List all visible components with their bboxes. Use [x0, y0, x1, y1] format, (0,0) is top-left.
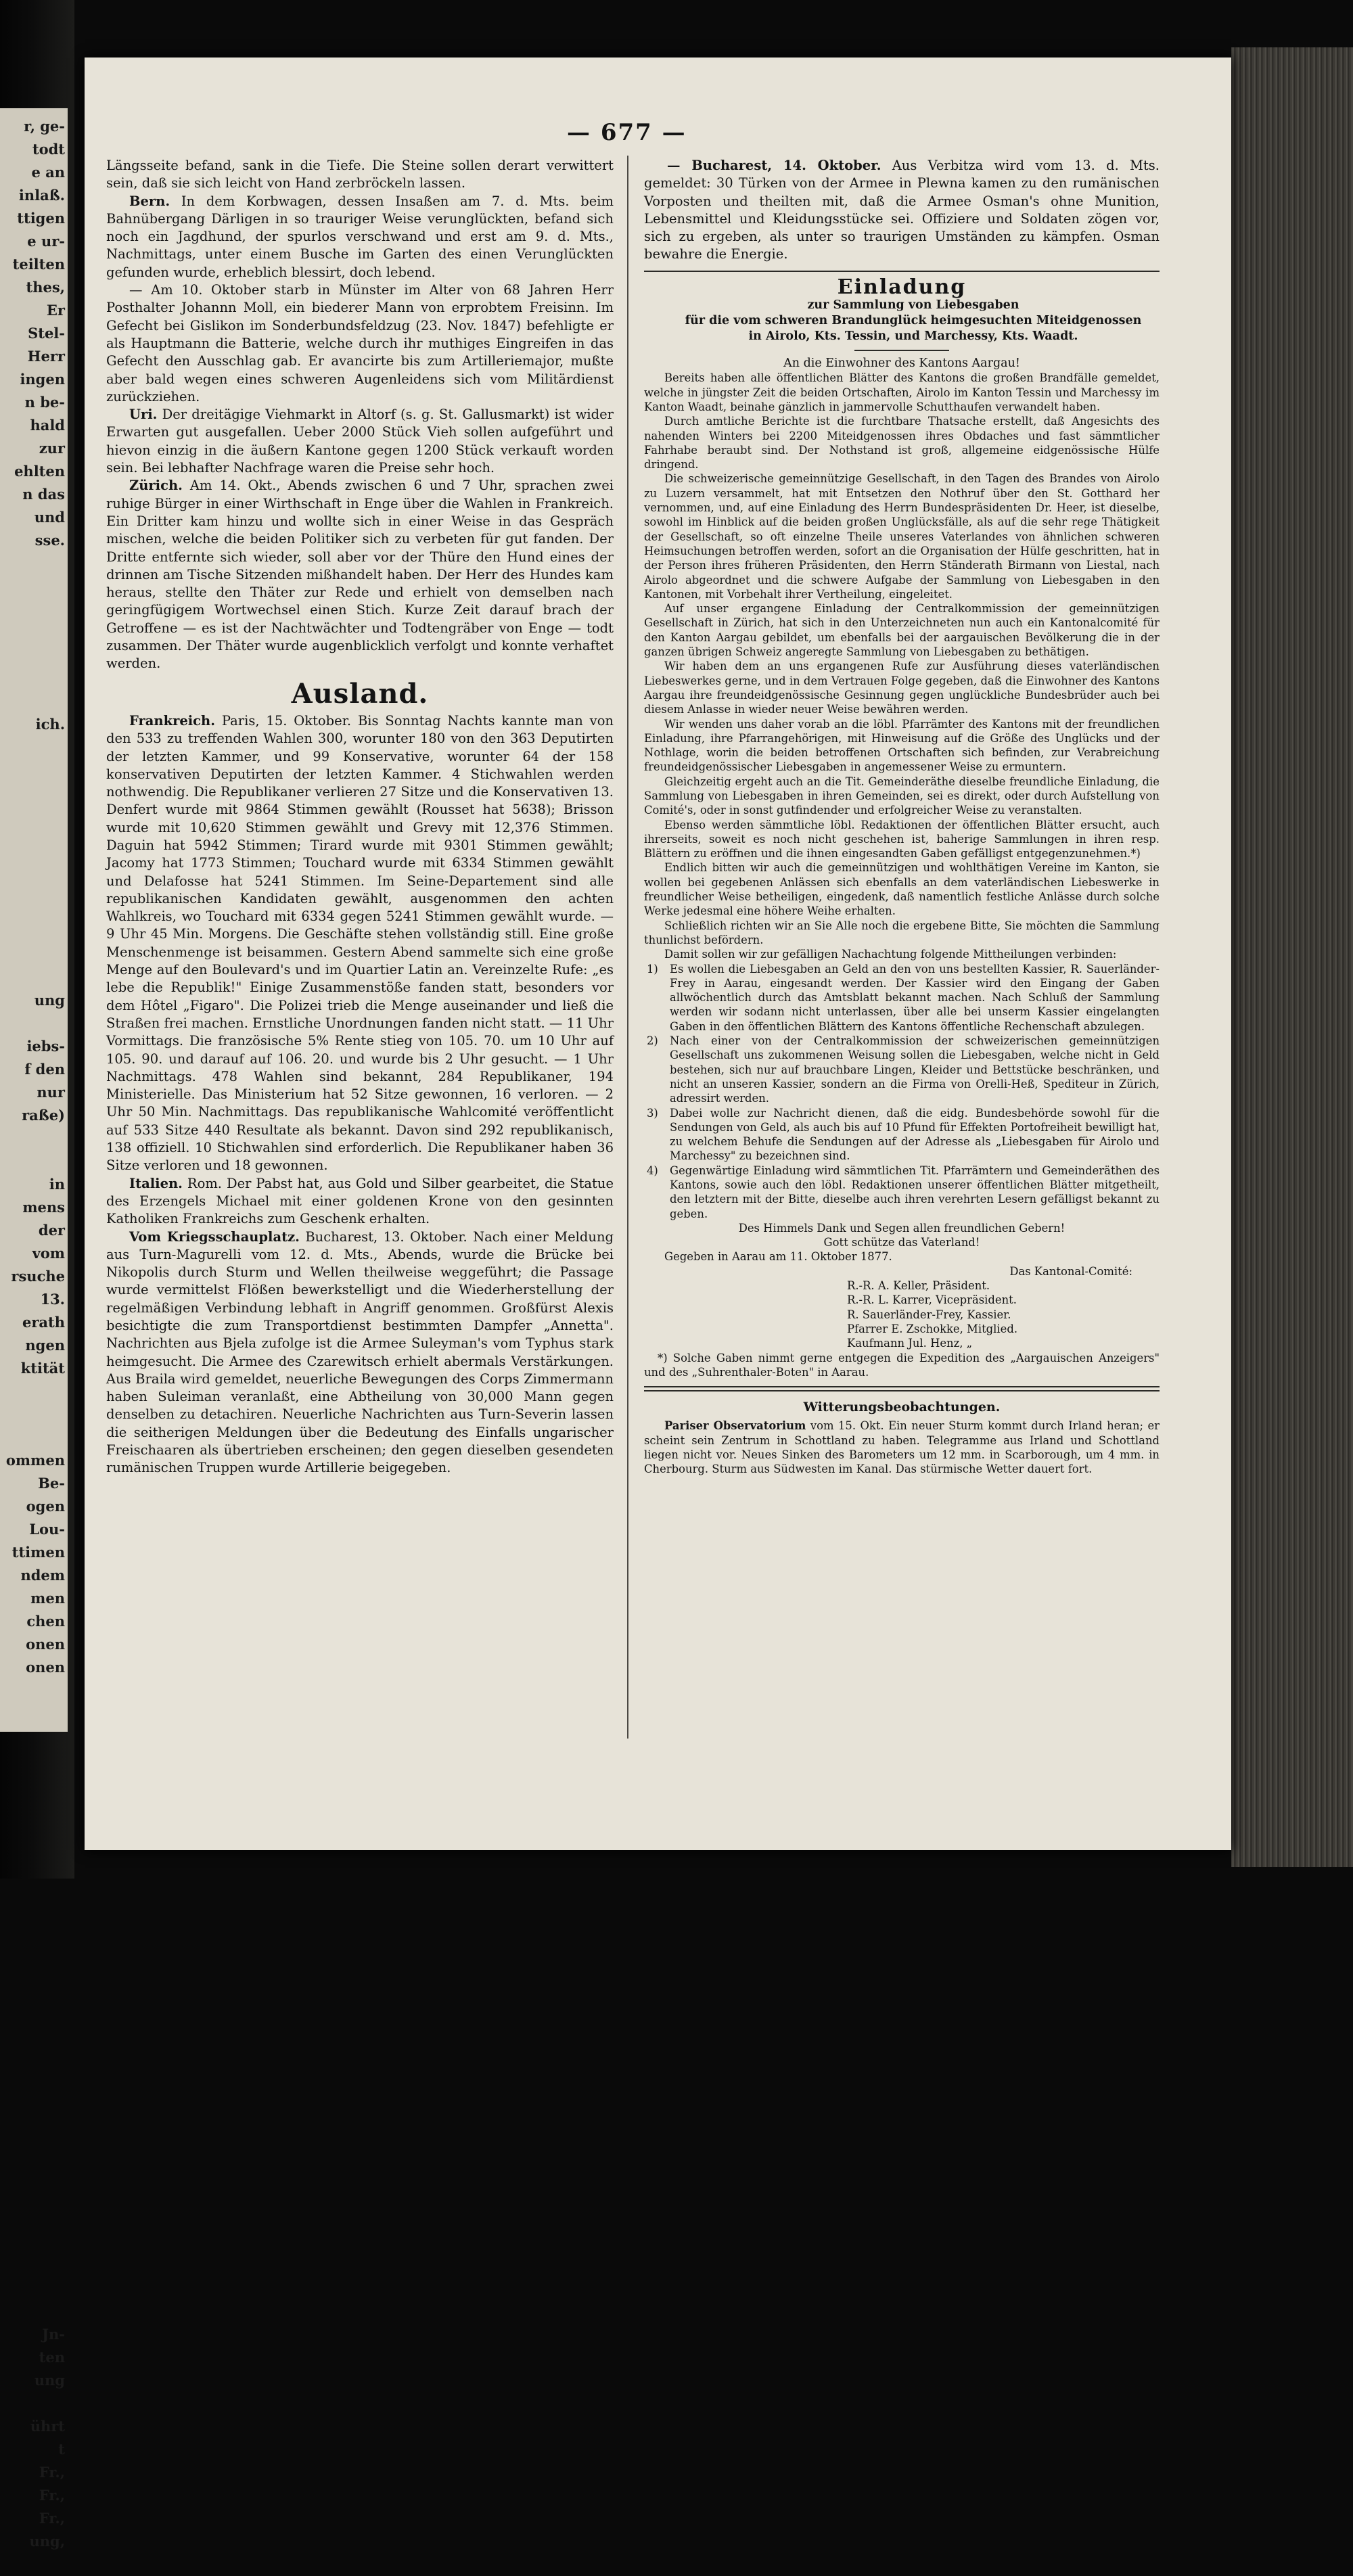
- margin-fragment: ogen: [26, 1498, 65, 1515]
- margin-fragment: [1, 1725, 65, 1748]
- notice-list-item: [644, 1106, 1160, 1164]
- notice-subtitle-3: in Airolo, Kts. Tessin, und Marchessy, Kts. Waadt.: [748, 329, 1078, 344]
- list-text: Gegenwärtige Einladung wird sämmtlichen Tit. Pfarrämtern und Gemeinderäthen des Kantons, sowie auch den löbl. Redaktionen unserer öffentlichen Blätter mitgetheilt, den letztern mit der Bitte, dieselbe auch ihren verehrten Lesern gefälligst bekannt zu geben.: [670, 1164, 1160, 1220]
- margin-fragment: [1, 1771, 65, 1794]
- short-rule: [854, 350, 949, 351]
- notice-list-item: [644, 1034, 1160, 1105]
- weather-body: [644, 1419, 1160, 1476]
- margin-fragment: n das: [22, 486, 65, 503]
- margin-fragment: n be-: [24, 394, 65, 411]
- article-lead: Italien.: [129, 1175, 183, 1191]
- weather-report: Pariser Observatorium vom 15. Okt. Ein neuer Sturm kommt durch Irland heran; er scheint sein Zentrum in Schottland zu haben. Telegramme aus Irland und Schottland liegen nicht vor. Neues Sinken des Barometers um 12 mm. in Scarborough, um 4 mm. in Cherbourg. Sturm aus Südwesten im Kanal. Das stürmische Wetter dauert fort.: [644, 1419, 1160, 1476]
- margin-fragment: [1, 2116, 65, 2139]
- article-paragraph: [106, 1175, 614, 1228]
- margin-fragment: [1, 1748, 65, 1771]
- committee-signature: Pfarrer E. Zschokke, Mitglied.: [847, 1322, 1018, 1335]
- article-paragraph: [106, 157, 614, 193]
- margin-fragment: [1, 690, 65, 713]
- margin-fragment: Jn-: [42, 2326, 65, 2343]
- rule: [644, 271, 1160, 272]
- committee-signature: Kaufmann Jul. Henz, „: [847, 1337, 973, 1350]
- article-paragraph: [106, 712, 614, 1175]
- margin-fragment: [1, 575, 65, 598]
- margin-fragment: [1, 1403, 65, 1426]
- notice-paragraph: Durch amtliche Berichte ist die furchtbare Thatsache erstellt, daß Angesichts des nahenden Winters bei 2200 Miteidgenossen ihres Obdaches und fast sämmtlicher Fahrhabe beraubt sind. Der Nothstand ist groß, allgemeine eidgenössische Hülfe dringend.: [644, 415, 1160, 472]
- left-column: [106, 157, 614, 1753]
- margin-fragment: vom: [32, 1245, 65, 1262]
- margin-fragment: und: [34, 509, 65, 526]
- margin-fragment: ommen: [5, 1452, 65, 1469]
- article-text: — Am 10. Oktober starb in Münster im Alter von 68 Jahren Herr Posthalter Johannn Moll, ein biederer Mann von erprobtem Freisinn. Im Gefecht bei Gislikon im Sonderbundsfeldzug (23. Nov. 1847) befehligte er als Hauptmann die Batterie, welche durch ihr muthiges Eingreifen in das Gefecht den Ausschlag gab. Er avancirte bis zum Artilleriemajor, mußte aber bald wegen eines schweren Augenleidens sich vom Militärdienst zurückziehen.: [106, 282, 614, 405]
- margin-fragment: [1, 1863, 65, 1886]
- margin-fragment: sse.: [35, 532, 65, 549]
- margin-fragment: [1, 598, 65, 621]
- margin-fragment: [1, 1794, 65, 1817]
- margin-fragment: f den: [24, 1061, 65, 1078]
- margin-fragment: [1, 1127, 65, 1150]
- article-text: Der dreitägige Viehmarkt in Altorf (s. g. St. Gallusmarkt) ist wider Erwarten gut ausgefallen. Ueber 2000 Stück Vieh sollen aufgeführt und hievon einzig in die äußern Kantone gegen 1200 Stück verkauft worden sein. Bei lebhafter Nachfrage waren die Preise sehr hoch.: [106, 407, 614, 476]
- margin-fragment: chen: [26, 1613, 65, 1630]
- section-heading-ausland: Ausland.: [291, 677, 429, 710]
- article-lead: Frankreich.: [129, 712, 216, 729]
- article-paragraph: [106, 281, 614, 406]
- article-paragraph: [106, 193, 614, 281]
- margin-fragment: ngen: [25, 1337, 65, 1354]
- rule: [644, 1386, 1160, 1387]
- margin-fragment: teilten: [12, 256, 65, 273]
- margin-fragment: ung: [34, 992, 65, 1009]
- notice-closing-2: Gott schütze das Vaterland!: [823, 1236, 980, 1249]
- notice-paragraph: Damit sollen wir zur gefälligen Nachachtung folgende Mittheilungen verbinden:: [664, 948, 1117, 961]
- article-text: Am 14. Okt., Abends zwischen 6 und 7 Uhr, sprachen zwei ruhige Bürger in einer Wirthschaft in Enge über die Wahlen in Frankreich. Ein Dritter kam hinzu und wollte sich in einer Weise in das Gespräch mischen, welche die beiden Politiker sich zu verbeten für gut fanden. Der Dritte entfernte sich wieder, soll aber vor der Thüre den Hund eines der drinnen am Tische Sitzenden mißhandelt haben. Der Herr des Hundes kam heraus, stellte den Thäter zur Rede und erhielt von demselben nach geringfügigem Wortwechsel einen Stich. Kurze Zeit darauf brach der Getroffene — es ist der Nachtwächter und Todtengräber von Enge — todt zusammen. Der Thäter wurde augenblicklich verfolgt und konnte verhaftet werden.: [106, 478, 614, 672]
- notice-list-item: [644, 962, 1160, 1034]
- committee-heading: Das Kantonal-Comité:: [1009, 1264, 1132, 1278]
- notice-subtitle-2: für die vom schweren Brandunglück heimgesuchten Miteidgenossen: [685, 314, 1142, 328]
- margin-fragment: onen: [26, 1636, 65, 1653]
- notice-paragraph: Bereits haben alle öffentlichen Blätter des Kantons die großen Brandfälle gemeldet, welche in jüngster Zeit die beiden Ortschaften, Airolo im Kanton Tessin und Marchessy im Kanton Waadt, beinahe gänzlich in jammervolle Schutthaufen verwandelt haben.: [644, 371, 1160, 413]
- margin-fragment: hald: [30, 417, 65, 434]
- margin-fragment: ttigen: [17, 210, 65, 227]
- margin-fragment: Er: [46, 302, 65, 319]
- margin-fragment: thes,: [26, 279, 65, 296]
- list-number: 3): [647, 1106, 658, 1120]
- article-lead: Bern.: [129, 193, 170, 209]
- margin-fragment: [1, 1978, 65, 2001]
- notice-paragraph: Ebenso werden sämmtliche löbl. Redaktionen der öffentlichen Blätter ersucht, auch ihrerseits, soweit es noch nicht geschehen ist, baherige Sammlungen in ihren resp. Blättern zu eröffnen und die ihnen eingesandten Gaben gefälligst entgegenzunehmen.*): [644, 818, 1160, 860]
- notice-subtitle-1: zur Sammlung von Liebesgaben: [807, 298, 1019, 313]
- committee-signature: R. Sauerländer-Frey, Kassier.: [847, 1308, 1011, 1321]
- margin-fragment: [1, 874, 65, 897]
- adjacent-page-edge: [0, 0, 74, 2550]
- margin-fragment: in: [49, 1176, 65, 1193]
- margin-fragment: ttimen: [12, 1544, 65, 1561]
- list-text: Dabei wolle zur Nachricht dienen, daß die eidg. Bundesbehörde sowohl für die Sendungen von Geld, als auch bis auf 10 Pfund für Effekten Portofreiheit bewilligt hat, zu welchem Behufe die Sendungen auf der Adresse als „Liebesgaben für Airolo und Marchessy" zu bezeichnen sind.: [670, 1106, 1160, 1163]
- notice-closing-1: Des Himmels Dank und Segen allen freundlichen Gebern!: [738, 1221, 1065, 1235]
- margin-fragment: todt: [32, 141, 65, 158]
- margin-fragment: [1, 943, 65, 966]
- margin-fragment: [1, 1932, 65, 1955]
- margin-fragment: [1, 2024, 65, 2047]
- margin-fragment: r, ge-: [24, 118, 65, 135]
- margin-fragment: Herr: [27, 348, 65, 365]
- notice-footnote: *) Solche Gaben nimmt gerne entgegen die Expedition des „Aargauischen Anzeigers" und des „Suhrenthaler-Boten" in Aarau.: [644, 1351, 1160, 1379]
- margin-fragment: Lou-: [29, 1521, 65, 1538]
- article-paragraph: [106, 406, 614, 477]
- margin-fragment: Fr.,: [39, 2510, 65, 2527]
- list-number: 1): [647, 962, 658, 975]
- margin-fragment: Fr.,: [39, 2487, 65, 2504]
- page-number: — 677 —: [567, 119, 687, 146]
- committee-signature: R.-R. L. Karrer, Vicepräsident.: [847, 1293, 1017, 1307]
- margin-fragment: [1, 1817, 65, 1840]
- notice-date-line: Gegeben in Aarau am 11. Oktober 1877.: [664, 1250, 892, 1264]
- margin-fragment: ung: [34, 2372, 65, 2389]
- margin-fragment: [1, 2231, 65, 2254]
- margin-fragment: t: [58, 2441, 65, 2458]
- article-paragraph: [106, 1228, 614, 1477]
- margin-fragment: mens: [22, 1199, 65, 1216]
- article-bucharest-14: — Bucharest, 14. Oktober. Aus Verbitza wird vom 13. d. Mts. gemeldet: 30 Türken von der Armee in Plewna kamen zu den rumänischen Vorposten und theilten mit, daß die Armee Osman's ohne Munition, Lebensmittel und Kleidungsstücke sei. Offiziere und Soldaten zögen vor, sich zu ergeben, als unter so traurigen Umständen zu kämpfen. Osman bewahre die Energie.: [644, 158, 1160, 262]
- margin-fragment: [1, 2553, 65, 2576]
- list-text: Nach einer von der Centralkommission der schweizerischen gemeinnützigen Gesellschaft uns zukommenen Weisung sollen die Liebesgaben, welche nicht in Geld bestehen, sich nur auf brauchbare Lingen, Kleider und Bettstücke beschränken, und nicht an unseren Kassier, sondern an die Firma von Orelli-Heß, Spediteur in Zürich, adressirt werden.: [670, 1034, 1160, 1105]
- margin-fragment: [1, 805, 65, 828]
- margin-fragment: [1, 2254, 65, 2277]
- margin-fragment: [1, 2162, 65, 2185]
- book-page-edges: [1231, 47, 1353, 1867]
- article-lead: Zürich.: [129, 478, 183, 494]
- notice-body: [644, 356, 1160, 1379]
- margin-fragment: ich.: [35, 716, 65, 733]
- margin-fragment: 13.: [40, 1291, 65, 1308]
- margin-fragment: [1, 552, 65, 575]
- margin-fragment: ktität: [20, 1360, 65, 1377]
- margin-fragment: [1, 1380, 65, 1403]
- margin-fragment: der: [38, 1222, 65, 1239]
- margin-fragment: nur: [37, 1084, 65, 1101]
- notice-paragraph: Schließlich richten wir an Sie Alle noch die ergebene Bitte, Sie möchten die Sammlung thunlichst befördern.: [644, 919, 1160, 946]
- margin-fragment: [1, 2139, 65, 2162]
- margin-fragment: [1, 782, 65, 805]
- article-text: Bucharest, 13. Oktober. Nach einer Meldung aus Turn-Magurelli vom 12. d. Mts., Abends, wurde die Brücke bei Nikopolis durch Sturm und Wellen theilweise weggeführt; die Passage wurde vermittelst Flößen bewerkstelligt und die Wiederherstellung der regelmäßigen Verbindung lebhaft in Angriff genommen. Großfürst Alexis besichtigte die zum Transportdienst bestimmten Dampfer „Annetta". Nachrichten aus Bjela zufolge ist die Armee Suleyman's vom Typhus stark heimgesucht. Die Armee des Czarewitsch erhielt abermals Verstärkungen. Aus Braila wird gemeldet, neuerliche Bewegungen des Corps Zimmermann haben Suleiman veranlaßt, eine Abtheilung von 30,000 Mann gegen denselben zu detachiren. Neuerliche Nachrichten aus Turn-Severin lassen die seitherigen Meldungen über die Bedeutung des Einfalls ungarischer Freischaaren als übertrieben erscheinen; den gegen dieselben gesendeten rumänischen Truppen wurde Artillerie beigegeben.: [106, 1228, 614, 1476]
- notice-paragraph: Gleichzeitig ergeht auch an die Tit. Gemeinderäthe dieselbe freundliche Einladung, die Sammlung von Liebesgaben in ihren Gemeinden, sei es direkt, oder durch Aufstellung von Comité's, oder in sonst gutfindender und erfolgreicher Weise zu veranstalten.: [644, 775, 1160, 817]
- margin-fragment: onen: [26, 1659, 65, 1676]
- article-lead: Uri.: [129, 407, 158, 423]
- margin-fragment: [1, 1012, 65, 1035]
- notice-paragraph: Endlich bitten wir auch die gemeinnützigen und wohlthätigen Vereine im Kanton, sie wollen bei gegebenen Anlässen sich ebenfalls an dem vaterländischen Liebeswerke in freundlicher Weise betheiligen, eingedenk, daß namentlich festliche Anlässe durch solche Werke jedesmal eine höhere Weihe erhalten.: [644, 861, 1160, 918]
- margin-fragment: Fr.,: [39, 2464, 65, 2481]
- margin-fragment: ung,: [29, 2533, 65, 2550]
- margin-fragment: ehlten: [14, 463, 65, 480]
- notice-list-item: [644, 1164, 1160, 1221]
- margin-fragment: men: [30, 1590, 65, 1607]
- margin-fragment: [1, 2001, 65, 2024]
- margin-fragment: [1, 621, 65, 644]
- margin-fragment: erath: [22, 1314, 65, 1331]
- list-text: Es wollen die Liebesgaben an Geld an den von uns bestellten Kassier, R. Sauerländer-Frey in Aarau, eingesandt werden. Der Kassier wird den Eingang der Gaben allwöchentlich durch das Amtsblatt bekannt machen. Nach Schluß der Sammlung werden wir sodann nicht unterlassen, über alle bei unserm Kassier eingelangten Gaben in den öffentlichen Blättern des Kantons öffentliche Rechenschaft abzulegen.: [670, 962, 1160, 1033]
- margin-fragment: [1, 897, 65, 920]
- committee-signatures: [644, 1279, 1160, 1350]
- column-divider: [627, 156, 628, 1739]
- margin-fragment: [1, 2047, 65, 2070]
- margin-fragment: [1, 2208, 65, 2231]
- article-paragraph: [106, 477, 614, 672]
- margin-fragment: e ur-: [27, 233, 65, 250]
- weather-title: Witterungsbeobachtungen.: [803, 1400, 1001, 1415]
- notice-paragraph: Die schweizerische gemeinnützige Gesellschaft, in den Tagen des Brandes von Airolo zu Luzern versammelt, hat mit Entsetzen den Nothruf über den St. Gotthard her vernommen, und, auf eine Einladung des Herrn Bundespräsidenten Dr. Heer, ist dieselbe, sowohl im Hinblick auf die beiden großen Unglücksfälle, als auf die sehr rege Thätigkeit der Gesellschaft, so oft einzelne Theile unseres Vaterlandes von ähnlichen schweren Heimsuchungen betroffen werden, sofort an die Organisation der Hülfe geschritten, hat in der Person ihres früheren Präsidenten, den Herrn Ständerath Birmann von Liestal, nach Airolo abgeordnet und die schwere Aufgabe der Sammlung von Liebesgaben in den Kantonen, mit Vorbehalt ihrer Vertheilung, eingeleitet.: [644, 472, 1160, 601]
- rule: [644, 1390, 1160, 1392]
- margin-fragment: [1, 1426, 65, 1449]
- margin-fragment: ingen: [20, 371, 65, 388]
- margin-fragment: [1, 851, 65, 874]
- margin-fragment: [1, 1886, 65, 1909]
- adjacent-page-text-fragments: [1, 115, 65, 2550]
- margin-fragment: [1, 1150, 65, 1173]
- margin-fragment: [1, 1702, 65, 1725]
- margin-fragment: [1, 759, 65, 782]
- margin-fragment: [1, 2277, 65, 2300]
- margin-fragment: raße): [22, 1107, 65, 1124]
- list-number: 4): [647, 1164, 658, 1177]
- margin-fragment: inlaß.: [18, 187, 65, 204]
- margin-fragment: [1, 920, 65, 943]
- article-lead: Vom Kriegsschauplatz.: [129, 1228, 300, 1245]
- margin-fragment: [1, 1909, 65, 1932]
- notice-title: Einladung: [837, 275, 967, 299]
- margin-fragment: [1, 2185, 65, 2208]
- margin-fragment: e an: [31, 164, 65, 181]
- list-number: 2): [647, 1034, 658, 1048]
- margin-fragment: [1, 2392, 65, 2415]
- margin-fragment: ndem: [20, 1567, 65, 1584]
- right-column: [644, 157, 1160, 1753]
- margin-fragment: [1, 1840, 65, 1863]
- margin-fragment: ührt: [30, 2418, 65, 2435]
- notice-paragraph: Wir wenden uns daher vorab an die löbl. Pfarrämter des Kantons mit der freundlichen Einladung, ihre Pfarrangehörigen, mit Hinweisung auf die Größe des Unglücks und der Nothlage, worin die beiden betroffenen Ortschaften sich befinden, zur Verabreichung freundeidgenössischer Liebesgaben in angemessener Weise zu ermuntern.: [644, 717, 1160, 774]
- margin-fragment: [1, 1955, 65, 1978]
- article-text: Längsseite befand, sank in die Tiefe. Die Steine sollen derart verwittert sein, daß sie sich leicht von Hand zerbröckeln lassen.: [106, 158, 614, 191]
- margin-fragment: [1, 667, 65, 690]
- margin-fragment: [1, 736, 65, 759]
- committee-signature: R.-R. A. Keller, Präsident.: [847, 1279, 990, 1293]
- margin-fragment: iebs-: [26, 1038, 65, 1055]
- margin-fragment: rsuche: [11, 1268, 65, 1285]
- margin-fragment: [1, 1679, 65, 1702]
- margin-fragment: ten: [39, 2349, 65, 2366]
- margin-fragment: [1, 644, 65, 667]
- notice-paragraphs: [644, 371, 1160, 961]
- margin-fragment: [1, 828, 65, 851]
- notice-addressee: An die Einwohner des Kantons Aargau!: [783, 356, 1020, 371]
- margin-fragment: [1, 2300, 65, 2323]
- margin-fragment: Stel-: [28, 325, 65, 342]
- article-text: Rom. Der Pabst hat, aus Gold und Silber gearbeitet, die Statue des Erzengels Michael mit einer goldenen Krone von den gesinnten Katholiken Frankreichs zum Geschenk erhalten.: [106, 1175, 614, 1227]
- margin-fragment: [1, 2070, 65, 2093]
- article-text: In dem Korbwagen, dessen Insaßen am 7. d. Mts. beim Bahnübergang Därligen in so trauriger Weise verunglückten, befand sich noch ein Jagdhund, der spurlos verschwand und erst am 9. d. Mts., Nachmittags, unter einem Busche im Garten des einen Verunglückten gefunden wurde, erheblich blessirt, doch lebend.: [106, 193, 614, 280]
- notice-list: [644, 962, 1160, 1221]
- article-text: Paris, 15. Oktober. Bis Sonntag Nachts kannte man von den 533 zu treffenden Wahlen 300, worunter 180 von den 363 Deputirten der letzten Kammer, und 99 Konservative, worunter 64 der 158 konservativen Deputirten der letzten Kammer. 4 Stichwahlen werden nothwendig. Die Republikaner verlieren 27 Sitze und die Konservativen 13. Denfert wurde mit 9864 Stimmen gewählt (Rousset hat 5638); Brisson wurde mit 10,620 Stimmen gewählt und Grevy mit 12,376 Stimmen. Daguin hat 5942 Stimmen; Tirard wurde mit 9301 Stimmen gewählt; Jacomy hat 1773 Stimmen; Touchard wurde mit 6334 Stimmen gewählt und Delafosse hat 5241 Stimmen. Im Seine-Departement sind alle republikanischen Kandidaten gewählt, ausgenommen den achten Wahlkreis, wo Touchard mit 6334 gegen 5241 Stimmen gewählt wurde. — 9 Uhr 45 Min. Morgens. Die Geschäfte stehen vollständig still. Eine große Menschenmenge ist beisammen. Gestern Abend sammelte sich eine große Menge auf den Boulevard's und im Quartier Latin an. Vereinzelte Rufe: „es lebe die Republik!" Einige Zusammenstöße fanden statt, besonders vor dem Hôtel „Figaro". Die Polizei trieb die Menge auseinander und ließ die Straßen frei machen. Ernstliche Unordnungen fanden nicht statt. — 11 Uhr Vormittags. Die französische 5% Rente stieg von 105. 70. um 10 Uhr auf 105. 90. und darauf auf 106. 20. und wurde bis 2 Uhr gesucht. — 1 Uhr Nachmittags. 478 Wahlen sind bekannt, 284 Republikaner, 194 Ministerielle. Das Ministerium hat 52 Sitze gewonnen, 16 verloren. — 2 Uhr 50 Min. Nachmittags. Das republikanische Wahlcomité veröffentlicht auf 533 Sitze 440 Resultate als bekannt. Davon sind 292 republikanisch, 138 offiziell. 10 Stichwahlen sind erforderlich. Die Republikaner haben 36 Sitze verloren und 18 gewonnen.: [106, 712, 614, 1174]
- margin-fragment: [1, 2093, 65, 2116]
- margin-fragment: [1, 966, 65, 989]
- margin-fragment: zur: [39, 440, 65, 457]
- margin-fragment: Be-: [38, 1475, 65, 1492]
- notice-paragraph: Wir haben dem an uns ergangenen Rufe zur Ausführung dieses vaterländischen Liebeswerkes gerne, und in dem Vertrauen Folge gegeben, daß die Einwohner des Kantons Aargau ihre freundeidgenössische Gesinnung gegen unglückliche Bundesbrüder auch bei diesem Anlasse in wieder neuer Weise bewähren werden.: [644, 660, 1160, 716]
- notice-paragraph: Auf unser ergangene Einladung der Centralkommission der gemeinnützigen Gesellschaft in Zürich, hat sich in den Unterzeichneten nun auch ein Kantonalcomité für den Kanton Aargau gebildet, um ebenfalls bei der aargauischen Bevölkerung die in der ganzen übrigen Schweiz angeregte Sammlung von Liebesgaben zu bethätigen.: [644, 602, 1160, 659]
